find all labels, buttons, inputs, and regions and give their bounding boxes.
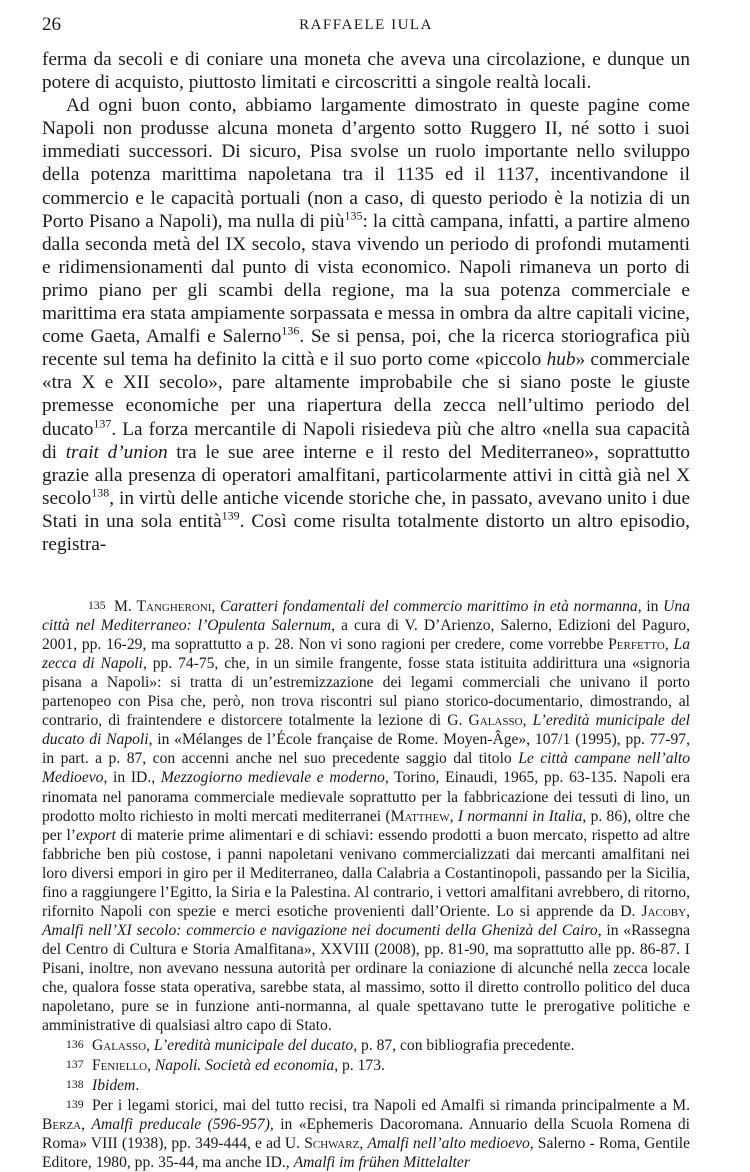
footnote-ref-135[interactable]: 135 [344,208,363,223]
footnote-136: 136 Galasso, L’eredità municipale del ducato, p. 87, con bibliografia precedente. [42,1035,690,1055]
footnote-number: 135 [88,599,106,613]
footnote-ref-137[interactable]: 137 [93,416,112,431]
footnote-number: 136 [66,1038,84,1052]
footnote-138: 138 Ibidem. [42,1075,690,1095]
footnote-139: 139 Per i legami storici, mai del tutto recisi, tra Napoli ed Amalfi si rimanda principalmente a M. Berza, Amalfi preducale (596-957), in «Ephemeris Dacoromana. Annuario della Scuola Romena di Roma» VIII (1938), pp. 349-444, e ad U. Schwarz, Amalfi nell’alto medioevo, Salerno - Roma, Gentile Editore, 1980, pp. 35-44, ma anche ID., Amalfi im frühen Mittelalter [42,1097,690,1172]
paragraph-1: ferma da secoli e di coniare una moneta che aveva una circolazione, e dunque un potere di acquisto, piuttosto limitati e circoscritti a singole realtà locali. [42,49,690,94]
footnote-ref-136[interactable]: 136 [281,323,300,338]
footnote-137: 137 Feniello, Napoli. Società ed economia, p. 173. [42,1055,690,1075]
running-head-author: RAFFAELE IULA [299,17,433,33]
footnote-ref-139[interactable]: 139 [221,508,240,523]
paragraph-2: Ad ogni buon conto, abbiamo largamente dimostrato in queste pagine come Napoli non produsse alcuna moneta d’argento sotto Ruggero II, né sotto i suoi immediati successori. Di sicuro, Pisa svolse un ruolo importante nello sviluppo della potenza marittima napoletana tra il 1135 ed il 1137, incentivandone il commercio e le capacità portuali (non a caso, di questo periodo è la notizia di un Porto Pisano a Napoli), ma nulla di più$^{135}$: la città campana, infatti, a partire almeno dalla seconda metà del IX secolo, stava vivendo un periodo di profondi mutamenti e ridimensionamenti dal punto di vista economico. Napoli rimaneva un porto di primo piano per gli scambi della regione, ma la sua potenza commerciale e marittima era stata ampiamente sorpassata e messa in ombra da altre capitali vicine, come Gaeta, Amalfi e Salerno$^{136}$. Se si pensa, poi, che la ricerca storiografica più recente sul tema ha definito la città e il suo porto come «piccolo hub» commerciale «tra X e XII secolo», pare altamente improbabile che si siano poste le giuste premesse economiche per una riapertura della zecca nell’ultimo periodo del ducato$^{137}$. La forza mercantile di Napoli risiedeva più che altro «nella sua capacità di trait d’union tra le sue aree interne e il resto del Mediterraneo», soprattutto grazie alla presenza di operatori amalfitani, particolarmente attivi in città già nel X secolo$^{138}$, in virtù delle antiche vicende storiche che, in passato, avevano unito i due Stati in una sola entità$^{139}$. Così come risulta totalmente distorto un altro episodio, registra- [42,95,690,555]
footnote-135: 135 M. Tangheroni, Caratteri fondamentali del commercio marittimo in età normanna, in Una città nel Mediterraneo: l’Opulenta Salernum, a cura di V. D’Arienzo, Salerno, Edizioni del Paguro, 2001, pp. 16-29, ma soprattutto a p. 28. Non vi sono ragioni per credere, come vorrebbe Perfetto, La zecca di Napoli, pp. 74-75, che, in un simile frangente, fosse stata istituita addirittura una «signoria pisana a Napoli»: si tratta di un’estremizzazione dei legami commerciali che univano il porto partenopeo con Pisa che, però, non trova riscontri sul piano storico-documentario, dimostrando, al contrario, di fraintendere e distorcere totalmente la lezione di G. Galasso, L’eredità municipale del ducato di Napoli, in «Mélanges de l’École française de Rome. Moyen-Âge», 107/1 (1995), pp. 77-97, in part. a p. 87, con accenni anche nel suo precedente saggio dal titolo Le città campane nell’alto Medioevo, in ID., Mezzogiorno medievale e moderno, Torino, Einaudi, 1965, pp. 63-135. Napoli era rinomata nel panorama commerciale medievale soprattutto per la fabbricazione dei tessuti di lino, un prodotto molto richiesto in molti mercati mediterranei (Matthew, I normanni in Italia, p. 86), oltre che per l’export di materie prime alimentari e di schiavi: essendo prodotti a buon mercato, rispetto ad altre fabbriche ben più costose, i panni napoletani venivano commercializzati dai mercanti amalfitani nei loro diversi empori in giro per il Mediterraneo, dalla Calabria a Costantinopoli, passando per la Sicilia, fino a raggiungere l’Egitto, la Siria e la Palestina. Al contrario, i vettori amalfitani avrebbero, di ritorno, rifornito Napoli con spezie e merci esotiche provenienti dall’Oriente. Lo si apprende da D. Jacoby, Amalfi nell’XI secolo: commercio e navigazione nei documenti della Ghenizà del Cairo, in «Rassegna del Centro di Cultura e Storia Amalfitana», XXVIII (2008), pp. 81-90, ma soprattutto alle pp. 86-87. I Pisani, inoltre, non avevano nessuna autorità per ordinare la coniazione di alcunché nella zecca locale che, qualora fosse stata operativa, sarebbe stata, al massimo, sotto il diretto controllo politico del duca napoletano, pure se in funzione anti-normanna, al quale spettavano tutte le prerogative politiche e amministrative di qualsiasi altro capo di Stato. [42,598,691,1035]
footnote-number: 138 [66,1078,84,1092]
footnotes [42,596,690,1172]
footnote-number: 137 [66,1058,84,1072]
main-text [42,48,690,556]
footnote-ref-138[interactable]: 138 [91,485,110,500]
page-number: 26 [42,14,61,35]
footnote-number: 139 [66,1098,84,1112]
running-head [42,14,690,44]
